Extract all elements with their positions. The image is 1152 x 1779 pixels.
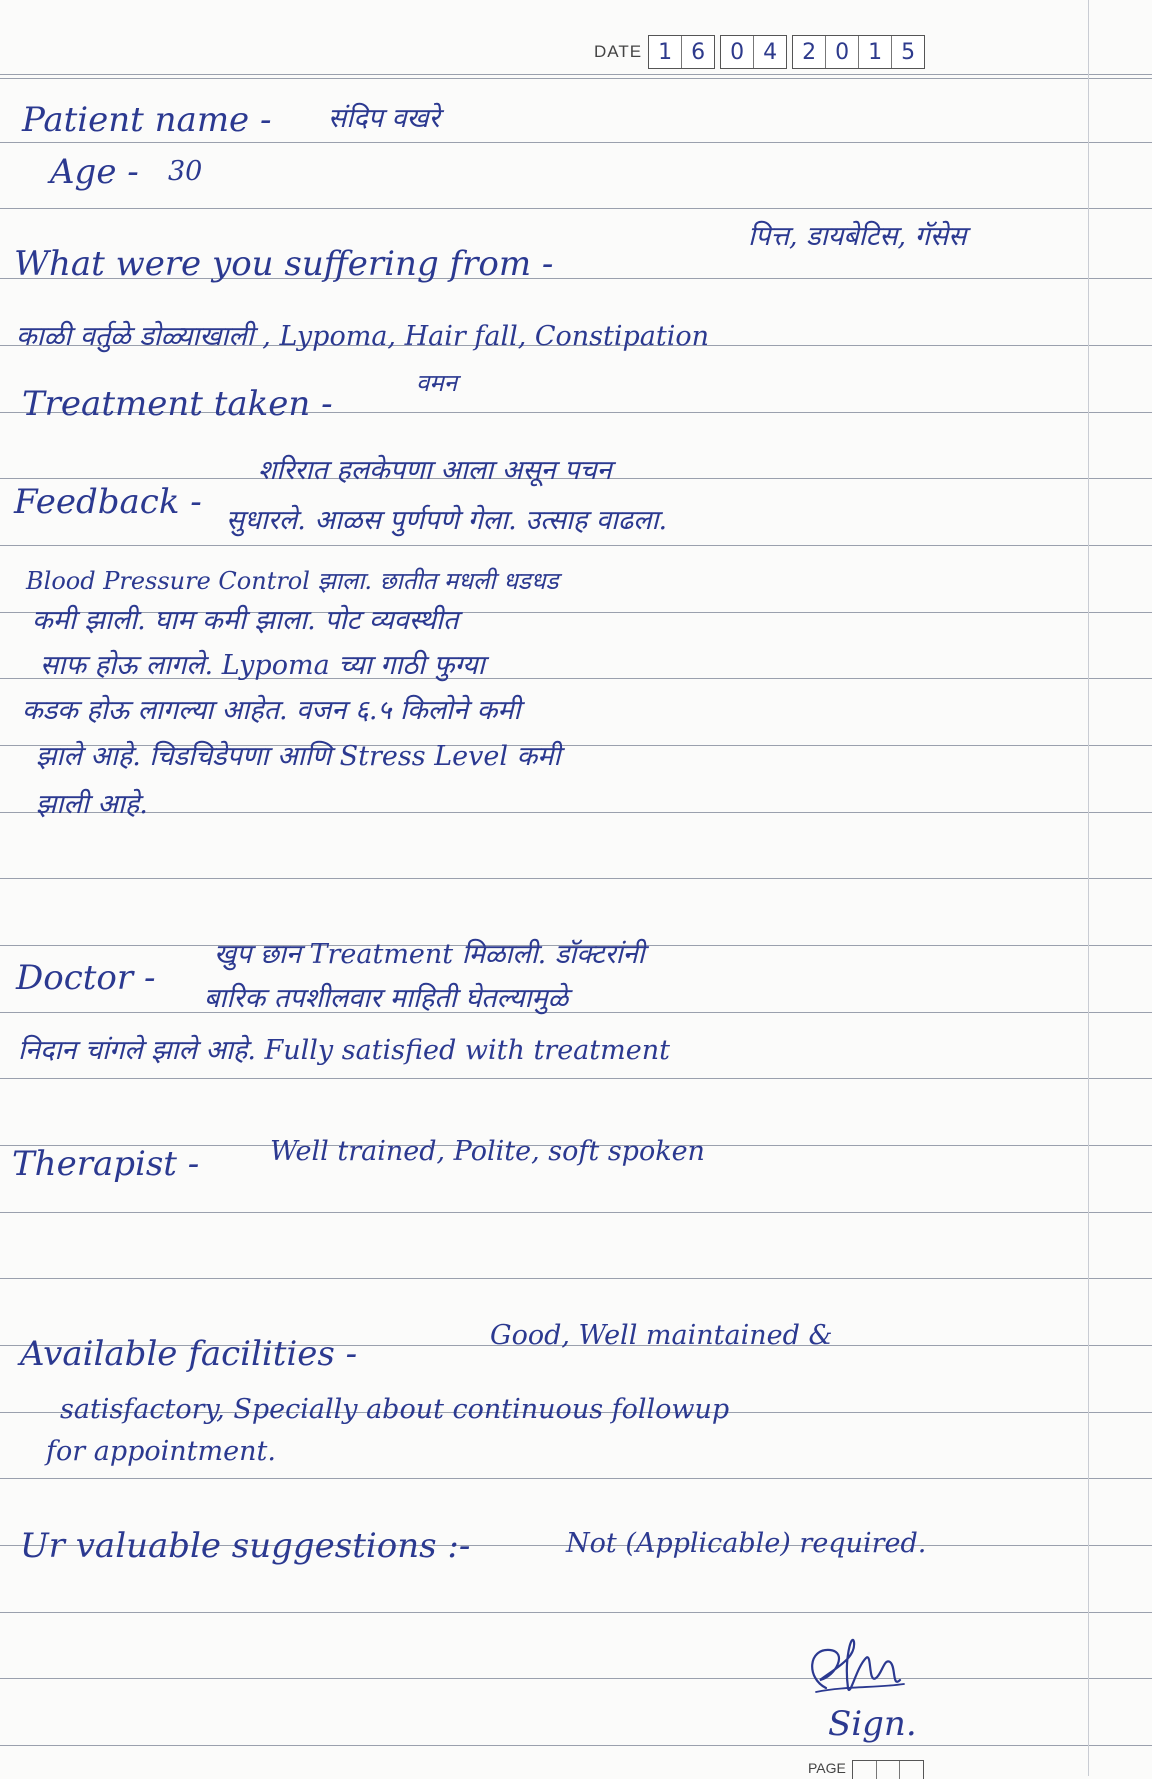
date-digit: 1 — [859, 36, 892, 68]
date-month — [720, 35, 787, 69]
feedback-label: Feedback - — [14, 482, 202, 522]
treatment-value: वमन — [416, 369, 458, 397]
feedback-line: साफ होऊ लागले. Lypoma च्या गाठी फुग्या — [40, 650, 485, 681]
facilities-line: Good, Well maintained & — [490, 1320, 833, 1351]
date-year — [792, 35, 925, 69]
facilities-line: satisfactory, Specially about continuous followup — [60, 1394, 730, 1425]
feedback-line: कमी झाली. घाम कमी झाला. पोट व्यवस्थीत — [32, 605, 459, 636]
doctor-line: बारिक तपशीलवार माहिती घेतल्यामुळे — [204, 983, 569, 1014]
suggestions-label: Ur valuable suggestions :- — [20, 1526, 471, 1566]
doctor-line: निदान चांगले झाले आहे. Fully satisfied with treatment — [18, 1035, 670, 1066]
date-day — [648, 35, 715, 69]
doctor-line: खुप छान Treatment मिळाली. डॉक्टरांनी — [214, 939, 645, 970]
feedback-line: कडक होऊ लागल्या आहेत. वजन ६.५ किलोने कमी — [22, 695, 521, 726]
feedback-line: झाली आहे. — [36, 789, 148, 820]
doctor-label: Doctor - — [16, 958, 156, 998]
facilities-label: Available facilities - — [20, 1334, 358, 1374]
feedback-line: शरिरात हलकेपणा आला असून पचन — [258, 455, 612, 486]
suffering-label: What were you suffering from - — [14, 244, 554, 284]
page-number-boxes — [852, 1760, 924, 1779]
date-label: DATE — [594, 42, 643, 61]
suggestions-value: Not (Applicable) required. — [566, 1528, 927, 1559]
feedback-line: सुधारले. आळस पुर्णपणे गेला. उत्साह वाढला. — [226, 505, 668, 536]
date-digit: 4 — [763, 39, 778, 65]
margin-line — [1088, 0, 1089, 1776]
page-label: PAGE — [808, 1760, 846, 1776]
feedback-line: झाले आहे. चिडचिडेपणा आणि Stress Level कमी — [36, 741, 561, 772]
facilities-line: for appointment. — [46, 1436, 276, 1467]
patient-name-value: संदिप वखरे — [328, 103, 440, 134]
age-label: Age - — [50, 152, 139, 192]
date-digit: 0 — [826, 36, 859, 68]
suffering-value-line2: काळी वर्तुळे डोळ्याखाली , Lypoma, Hair fall, Constipation — [16, 321, 710, 352]
page-number-field — [808, 1760, 924, 1779]
patient-name-label: Patient name - — [22, 100, 272, 140]
date-digit: 2 — [793, 36, 826, 68]
date-field — [594, 34, 930, 70]
treatment-label: Treatment taken - — [22, 384, 333, 424]
therapist-label: Therapist - — [12, 1144, 200, 1184]
date-digit: 1 — [649, 36, 682, 68]
age-value: 30 — [168, 156, 203, 187]
date-digit: 6 — [691, 39, 706, 65]
therapist-value: Well trained, Polite, soft spoken — [270, 1136, 705, 1167]
feedback-line: Blood Pressure Control झाला. छातीत मधली धडधड — [26, 567, 559, 595]
sign-label: Sign. — [828, 1704, 917, 1744]
date-digit: 5 — [901, 39, 916, 65]
date-digit: 0 — [721, 36, 754, 68]
suffering-value-line1: पित्त, डायबेटिस, गॅसेस — [748, 221, 967, 252]
